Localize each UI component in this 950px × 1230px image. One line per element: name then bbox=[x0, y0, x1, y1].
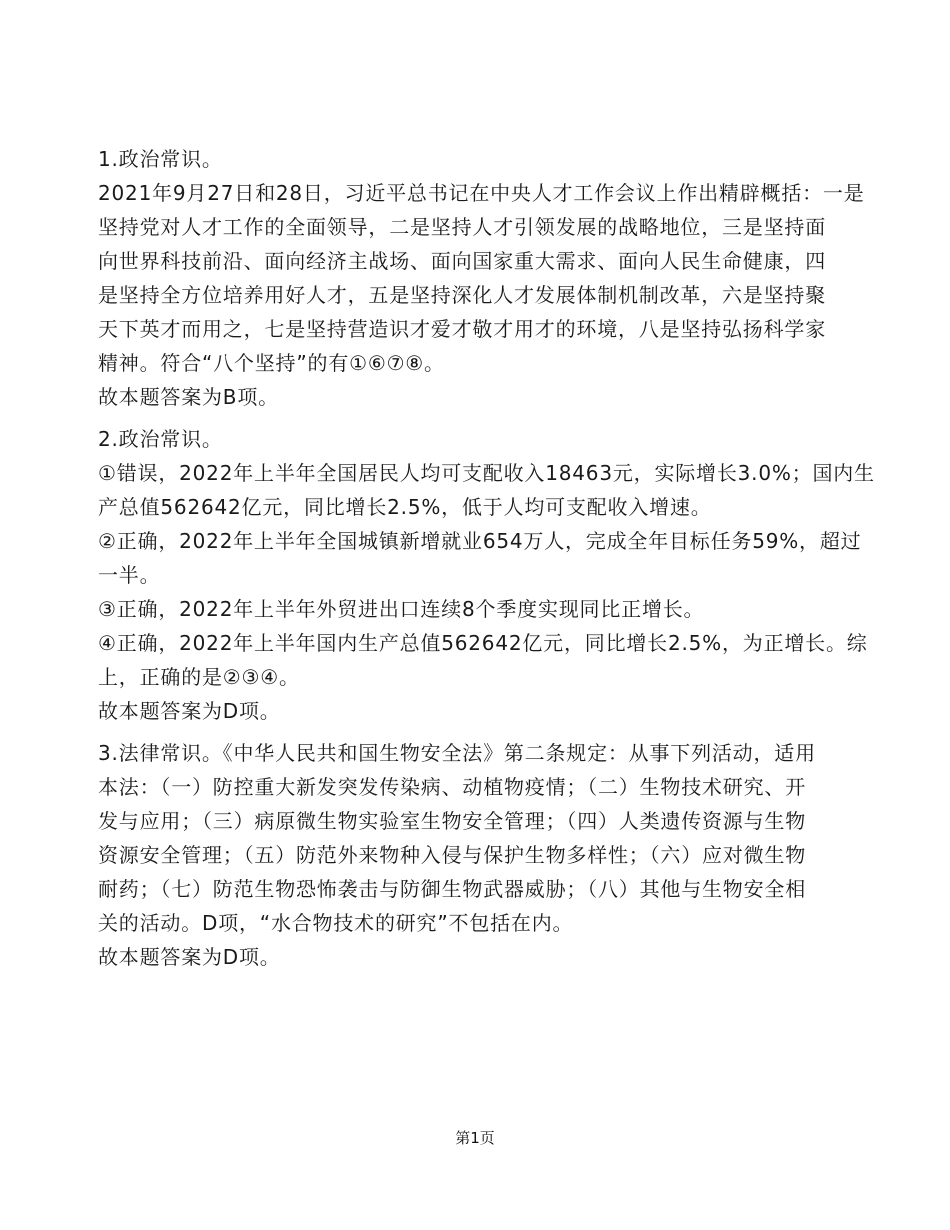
document-body bbox=[98, 142, 873, 982]
section-2-line-3: 产总值562642亿元，同比增长2.5%，低于人均可支配收入增速。 bbox=[98, 495, 712, 519]
page-number: 第1页 bbox=[455, 1129, 495, 1147]
section-2-line-2: ①错误，2022年上半年全国居民人均可支配收入18463元，实际增长3.0%；国内生 bbox=[98, 461, 875, 485]
section-1-line-7: 精神。符合“八个坚持”的有①⑥⑦⑧。 bbox=[98, 351, 445, 375]
section-2-line-1: 2.政治常识。 bbox=[98, 427, 223, 451]
section-1-line-1: 1.政治常识。 bbox=[98, 147, 223, 171]
section-2-line-4: ②正确，2022年上半年全国城镇新增就业654万人，完成全年目标任务59%，超过 bbox=[98, 529, 862, 553]
section-3-line-3: 发与应用；（三）病原微生物实验室生物安全管理；（四）人类遗传资源与生物 bbox=[98, 809, 806, 833]
section-3-line-1: 3.法律常识。《中华人民共和国生物安全法》第二条规定：从事下列活动，适用 bbox=[98, 741, 816, 765]
section-1-line-5: 是坚持全方位培养用好人才，五是坚持深化人才发展体制机制改革，六是坚持聚 bbox=[98, 283, 826, 307]
section-1-line-2: 2021年9月27日和28日，习近平总书记在中央人才工作会议上作出精辟概括：一是 bbox=[98, 181, 865, 205]
answer-section-1 bbox=[98, 142, 873, 414]
section-3-line-5: 耐药；（七）防范生物恐怖袭击与防御生物武器威胁；（八）其他与生物安全相 bbox=[98, 877, 806, 901]
section-3-line-4: 资源安全管理；（五）防范外来物种入侵与保护生物多样性；（六）应对微生物 bbox=[98, 843, 806, 867]
section-2-line-6: ③正确，2022年上半年外贸进出口连续8个季度实现同比正增长。 bbox=[98, 597, 705, 621]
answer-section-3 bbox=[98, 736, 873, 974]
section-2-answer: 故本题答案为D项。 bbox=[98, 699, 281, 723]
section-1-line-4: 向世界科技前沿、面向经济主战场、面向国家重大需求、面向人民生命健康，四 bbox=[98, 249, 826, 273]
section-3-answer: 故本题答案为D项。 bbox=[98, 945, 281, 969]
section-1-line-6: 天下英才而用之，七是坚持营造识才爱才敬才用才的环境，八是坚持弘扬科学家 bbox=[98, 317, 826, 341]
section-3-line-6: 关的活动。D项，“水合物技术的研究”不包括在内。 bbox=[98, 911, 574, 935]
answer-section-2 bbox=[98, 422, 873, 728]
section-2-line-7: ④正确，2022年上半年国内生产总值562642亿元，同比增长2.5%，为正增长。综 bbox=[98, 631, 868, 655]
section-3-line-2: 本法：（一）防控重大新发突发传染病、动植物疫情；（二）生物技术研究、开 bbox=[98, 775, 806, 799]
section-1-line-3: 坚持党对人才工作的全面领导，二是坚持人才引领发展的战略地位，三是坚持面 bbox=[98, 215, 826, 239]
section-2-line-5: 一半。 bbox=[98, 563, 161, 587]
section-1-answer: 故本题答案为B项。 bbox=[98, 385, 279, 409]
section-2-line-8: 上，正确的是②③④。 bbox=[98, 665, 300, 689]
